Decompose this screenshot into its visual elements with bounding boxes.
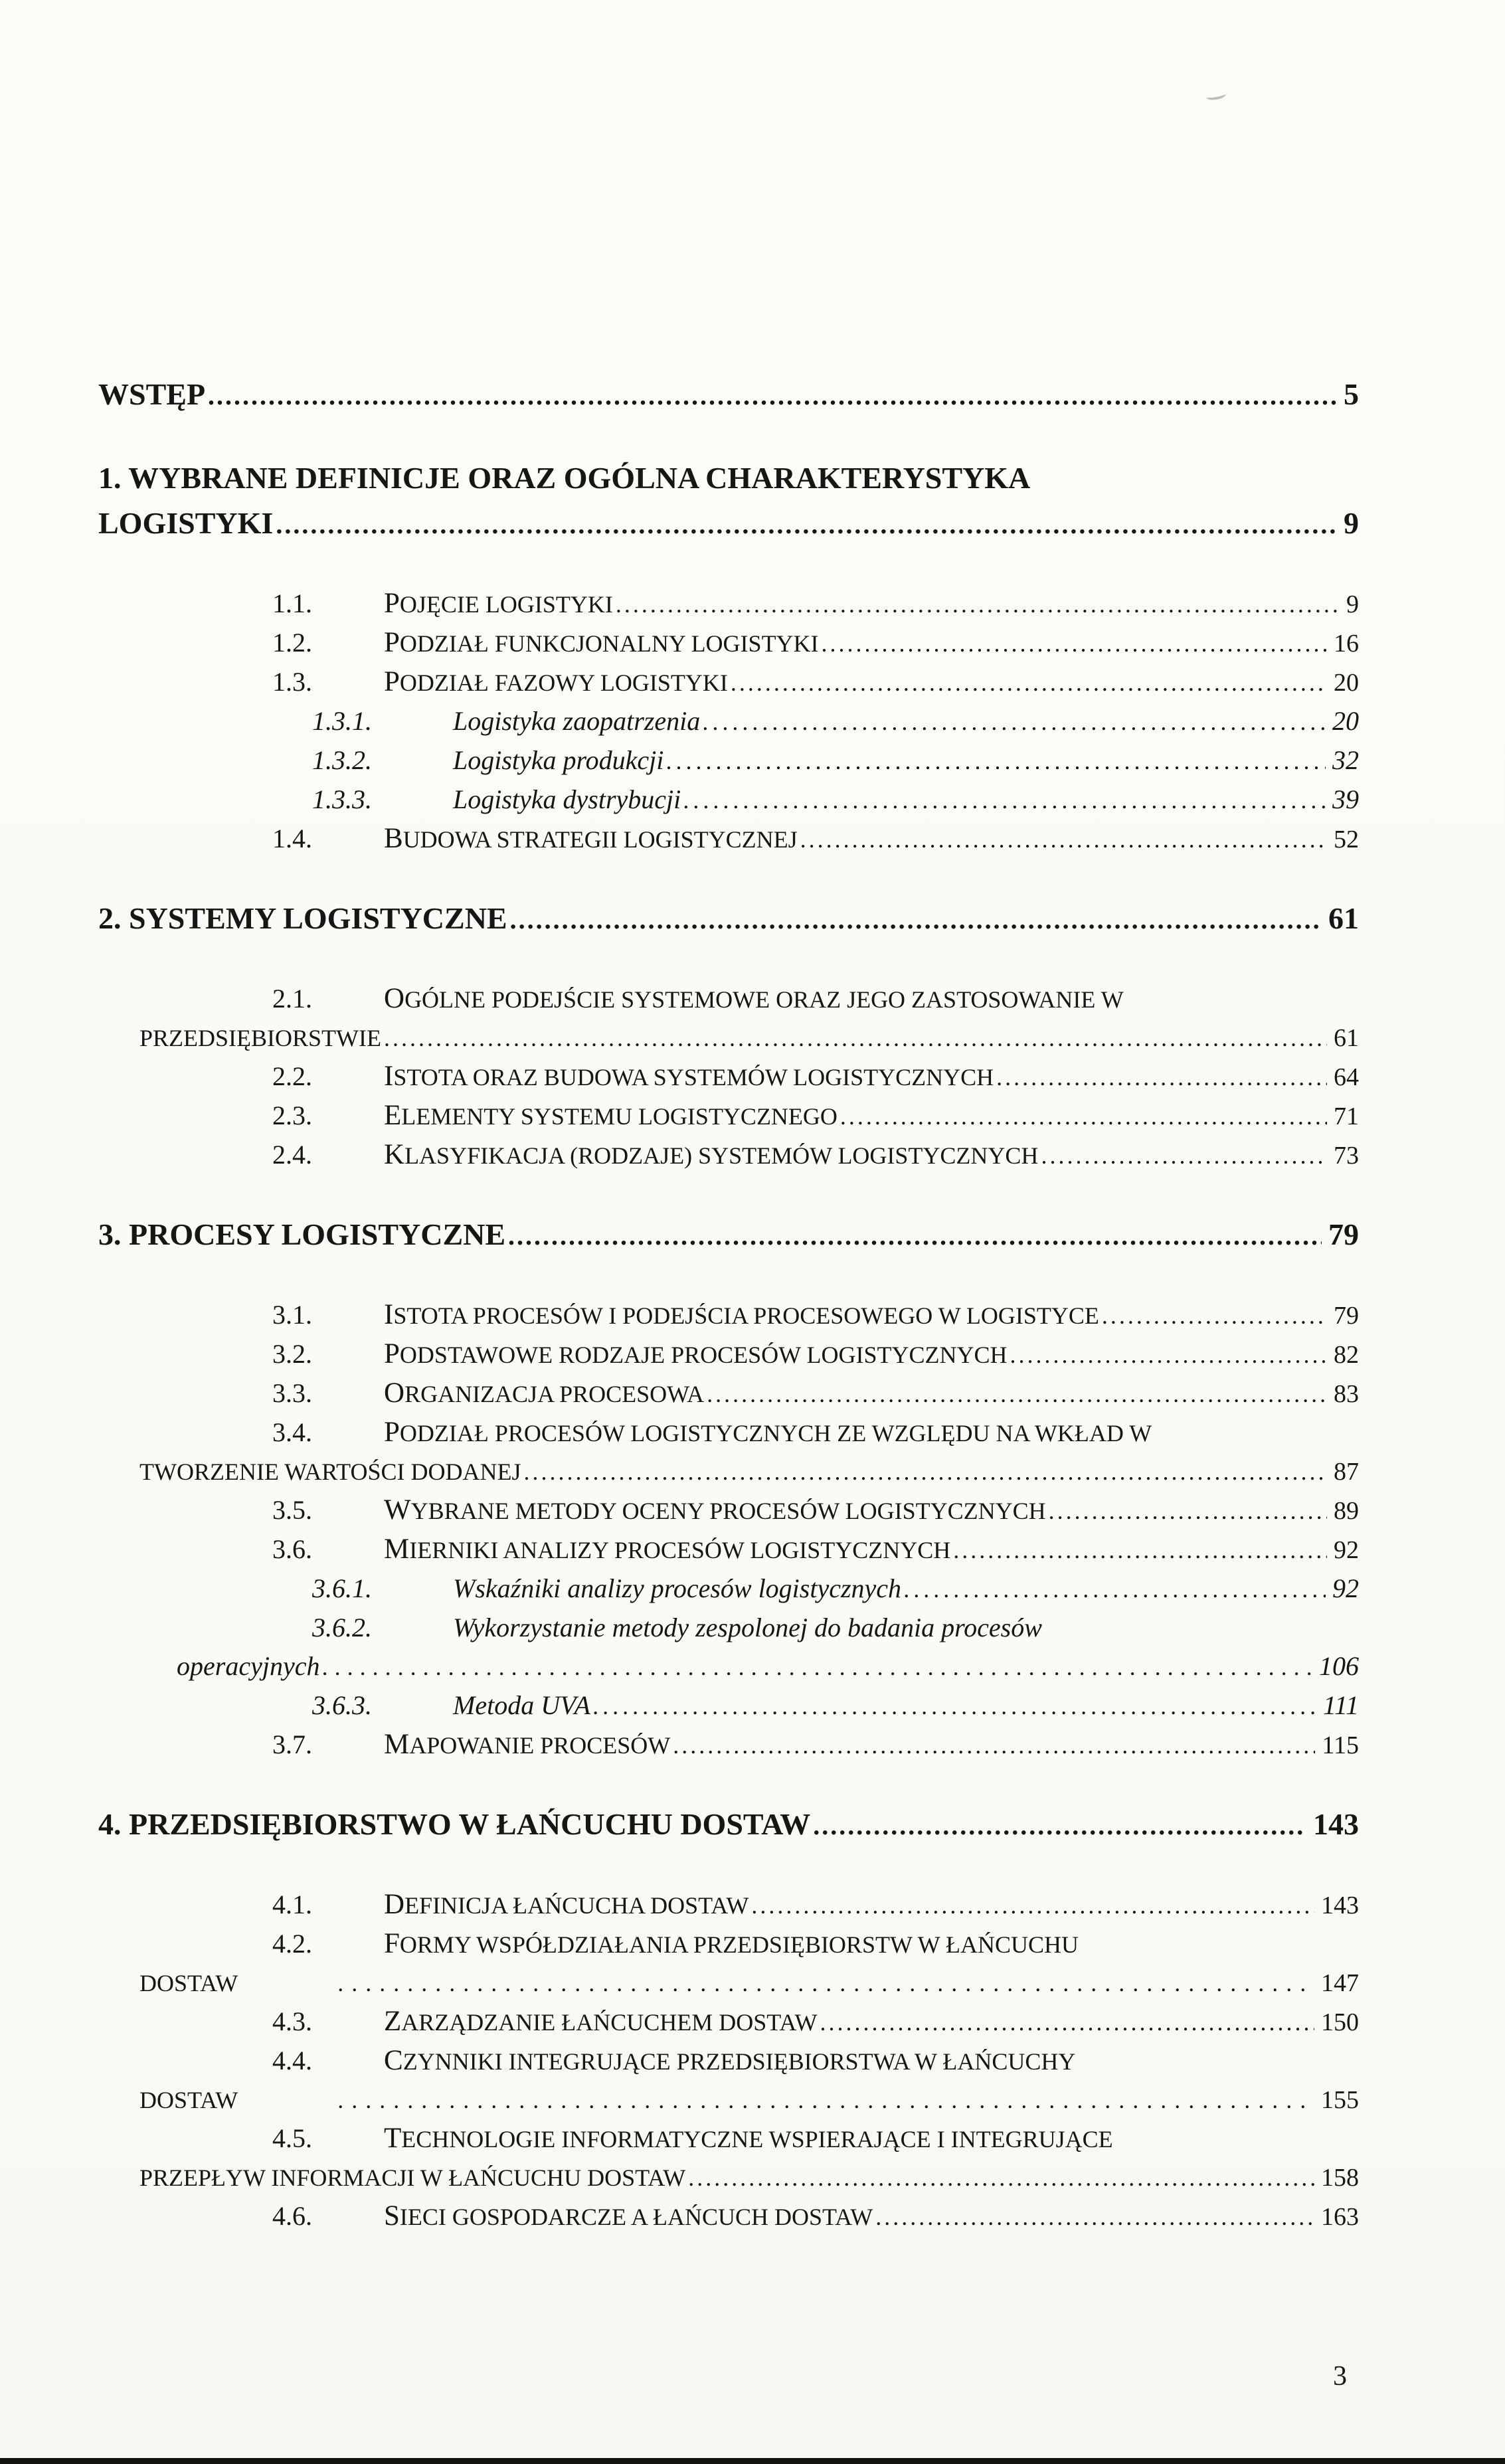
toc-entry-label: PODZIAŁ FAZOWY LOGISTYKI bbox=[384, 666, 728, 697]
section-gap bbox=[98, 942, 1359, 980]
toc-entry-number: 2.1. bbox=[272, 984, 312, 1013]
toc-heading-row bbox=[98, 1212, 1359, 1259]
dot-leader bbox=[822, 624, 1327, 663]
dot-leader bbox=[673, 1726, 1315, 1765]
dot-leader bbox=[688, 2158, 1314, 2197]
toc-entry-label: Metoda UVA bbox=[453, 1690, 590, 1720]
toc-entry-number: 2.4. bbox=[272, 1140, 312, 1170]
toc-entry-row bbox=[98, 1686, 1359, 1725]
toc-entry-page: 92 bbox=[1334, 1536, 1359, 1564]
toc-entry-label: ISTOTA ORAZ BUDOWA SYSTEMÓW LOGISTYCZNYCH bbox=[384, 1061, 994, 1092]
dot-leader bbox=[953, 1531, 1327, 1569]
toc-entry-row bbox=[98, 1374, 1359, 1413]
dot-leader bbox=[703, 703, 1326, 741]
toc-entry-row bbox=[98, 1019, 1359, 1057]
toc-entry-label: MAPOWANIE PROCESÓW bbox=[384, 1729, 671, 1760]
toc-entry-number: 1.3.3. bbox=[312, 784, 372, 814]
toc-entry-number: 3.6.3. bbox=[312, 1690, 372, 1720]
scan-mark bbox=[1205, 90, 1227, 101]
dot-leader bbox=[875, 2198, 1314, 2236]
dot-leader bbox=[337, 2081, 1314, 2119]
toc-entry-label: POJĘCIE LOGISTYKI bbox=[384, 588, 613, 619]
toc-heading-row bbox=[98, 456, 1359, 501]
section-gap bbox=[98, 1175, 1359, 1212]
dot-leader bbox=[616, 585, 1340, 624]
section-gap bbox=[98, 1765, 1359, 1802]
toc-entry-page: 82 bbox=[1334, 1341, 1359, 1369]
toc-entry-row bbox=[98, 1491, 1359, 1530]
toc-entry-number: 3.5. bbox=[272, 1495, 312, 1525]
toc-entry-row bbox=[98, 1335, 1359, 1374]
toc-entry-page: 52 bbox=[1334, 826, 1359, 853]
toc-entry-label: WYBRANE METODY OCENY PROCESÓW LOGISTYCZNYCH bbox=[384, 1494, 1046, 1526]
toc-entry-label: Logistyka zaopatrzenia bbox=[453, 706, 701, 736]
toc-entry-label: TWORZENIE WARTOŚCI DODANEJ bbox=[139, 1458, 521, 1485]
toc-entry-row bbox=[98, 2197, 1359, 2236]
toc-entry-label: MIERNIKI ANALIZY PROCESÓW LOGISTYCZNYCH bbox=[384, 1534, 951, 1565]
section-gap bbox=[98, 547, 1359, 584]
toc-entry-row bbox=[98, 1530, 1359, 1569]
toc-entry-number: 2.3. bbox=[272, 1100, 312, 1130]
toc-entry-row bbox=[98, 2081, 1359, 2119]
dot-leader bbox=[1010, 1336, 1327, 1374]
toc-entry-row bbox=[98, 2158, 1359, 2197]
toc-entry-page: 111 bbox=[1322, 1690, 1359, 1720]
toc-entry-page: 83 bbox=[1334, 1380, 1359, 1408]
dot-leader bbox=[751, 1886, 1314, 1925]
toc-entry-number: 1.3.1. bbox=[312, 706, 372, 736]
toc-entry-page: 73 bbox=[1334, 1142, 1359, 1170]
toc-entry-page: 87 bbox=[1334, 1458, 1359, 1486]
toc-entry-number: 3.6.2. bbox=[312, 1613, 372, 1642]
toc-entry-row bbox=[98, 2042, 1359, 2081]
toc-entry-row bbox=[98, 1964, 1359, 2002]
toc-entry-row bbox=[98, 584, 1359, 624]
dot-leader bbox=[666, 742, 1326, 780]
toc-heading-label: 2. SYSTEMY LOGISTYCZNE bbox=[98, 901, 507, 935]
toc-entry-number: 1.3. bbox=[272, 667, 312, 697]
toc-heading-row bbox=[98, 501, 1359, 547]
toc-entry-page: 106 bbox=[1319, 1651, 1359, 1681]
toc-entry-page: 39 bbox=[1332, 784, 1359, 814]
toc-entry-number: 3.6. bbox=[272, 1534, 312, 1564]
toc-entry-label: TECHNOLOGIE INFORMATYCZNE WSPIERAJĄCE I INTEGRUJĄCE bbox=[384, 2123, 1113, 2154]
toc-entry-number: 4.4. bbox=[272, 2046, 312, 2075]
toc-entry-row bbox=[98, 1097, 1359, 1136]
dot-leader bbox=[820, 2003, 1314, 2042]
toc-entry-number: 3.2. bbox=[272, 1339, 312, 1369]
toc-entry-row bbox=[98, 1725, 1359, 1765]
toc-entry-row bbox=[98, 1136, 1359, 1175]
toc-heading-label: 1. WYBRANE DEFINICJE ORAZ OGÓLNA CHARAKTERYSTYKA bbox=[98, 461, 1031, 495]
dot-leader bbox=[593, 1687, 1316, 1725]
toc-entry-page: 92 bbox=[1332, 1573, 1359, 1603]
toc-entry-number: 1.3.2. bbox=[312, 745, 372, 775]
toc-entry-label: OGÓLNE PODEJŚCIE SYSTEMOWE ORAZ JEGO ZASTOSOWANIE W bbox=[384, 983, 1124, 1014]
toc-entry-number: 3.4. bbox=[272, 1417, 312, 1447]
toc-entry-label: SIECI GOSPODARCZE A ŁAŃCUCH DOSTAW bbox=[384, 2200, 873, 2232]
toc-entry-label: Wskaźniki analizy procesów logistycznych bbox=[453, 1573, 902, 1603]
toc-entry-page: 71 bbox=[1334, 1102, 1359, 1130]
toc-heading-row bbox=[98, 896, 1359, 942]
toc-entry-label: ISTOTA PROCESÓW I PODEJŚCIA PROCESOWEGO W LOGISTYCE bbox=[384, 1299, 1099, 1330]
toc-entry-page: 5 bbox=[1344, 377, 1359, 411]
toc-heading-label: 4. PRZEDSIĘBIORSTWO W ŁAŃCUCHU DOSTAW bbox=[98, 1807, 811, 1841]
toc-entry-page: 32 bbox=[1332, 745, 1359, 775]
toc-entry-label: operacyjnych bbox=[177, 1651, 320, 1681]
toc-entry-label: PRZEDSIĘBIORSTWIE bbox=[139, 1025, 381, 1051]
toc-entry-label: Logistyka dystrybucji bbox=[453, 784, 681, 814]
toc-entry-row bbox=[98, 1413, 1359, 1452]
toc-entry-label: PRZEPŁYW INFORMACJI W ŁAŃCUCHU DOSTAW bbox=[139, 2164, 686, 2191]
toc-entry-label: DOSTAW bbox=[139, 2087, 238, 2113]
dot-leader bbox=[683, 781, 1326, 820]
toc-entry-row bbox=[98, 1647, 1359, 1686]
dot-leader bbox=[508, 1213, 1322, 1259]
toc-heading-label: WSTĘP bbox=[98, 377, 206, 411]
toc-entry-row bbox=[98, 1296, 1359, 1335]
dot-leader bbox=[1102, 1296, 1327, 1335]
toc-entry-number: 4.3. bbox=[272, 2006, 312, 2036]
toc-heading-row bbox=[98, 372, 1359, 418]
toc-entry-row bbox=[98, 1925, 1359, 1964]
toc-entry-label: Wykorzystanie metody zespolonej do badania procesów bbox=[453, 1613, 1042, 1642]
toc-entry-page: 9 bbox=[1344, 506, 1359, 540]
scan-edge bbox=[0, 2458, 1505, 2464]
toc-entry-row bbox=[98, 2119, 1359, 2158]
toc-entry-number: 4.2. bbox=[272, 1929, 312, 1959]
toc-entry-page: 147 bbox=[1321, 1969, 1359, 1997]
toc-entry-label: PODZIAŁ PROCESÓW LOGISTYCZNYCH ZE WZGLĘDU NA WKŁAD W bbox=[384, 1417, 1152, 1448]
toc-entry-row bbox=[98, 663, 1359, 702]
toc-entry-row bbox=[98, 2002, 1359, 2042]
toc-entry-label: BUDOWA STRATEGII LOGISTYCZNEJ bbox=[384, 823, 798, 854]
toc-entry-row bbox=[98, 980, 1359, 1019]
toc-entry-page: 150 bbox=[1321, 2008, 1359, 2036]
toc-entry-page: 16 bbox=[1334, 630, 1359, 658]
toc-entry-number: 1.4. bbox=[272, 824, 312, 853]
toc-entry-page: 143 bbox=[1321, 1892, 1359, 1919]
toc-entry-number: 4.1. bbox=[272, 1890, 312, 1919]
toc-entry-page: 61 bbox=[1334, 1024, 1359, 1052]
dot-leader bbox=[1041, 1136, 1327, 1175]
toc-entry-label: PODSTAWOWE RODZAJE PROCESÓW LOGISTYCZNYCH bbox=[384, 1338, 1008, 1369]
section-gap bbox=[98, 418, 1359, 456]
toc-entry-page: 158 bbox=[1321, 2164, 1359, 2192]
toc-entry-label: ELEMENTY SYSTEMU LOGISTYCZNEGO bbox=[384, 1100, 838, 1131]
toc-entry-page: 115 bbox=[1322, 1731, 1359, 1759]
dot-leader bbox=[996, 1058, 1327, 1097]
toc-entry-page: 64 bbox=[1334, 1063, 1359, 1091]
toc-entry-label: DOSTAW bbox=[139, 1970, 238, 1996]
dot-leader bbox=[322, 1648, 1312, 1686]
section-gap bbox=[98, 1259, 1359, 1296]
toc-entry-label: DEFINICJA ŁAŃCUCHA DOSTAW bbox=[384, 1889, 749, 1920]
toc-entry-number: 2.2. bbox=[272, 1061, 312, 1091]
toc-entry-page: 155 bbox=[1321, 2086, 1359, 2114]
toc-entry-row bbox=[98, 741, 1359, 780]
toc-entry-row bbox=[98, 1609, 1359, 1647]
toc-entry-row bbox=[98, 820, 1359, 859]
toc-entry-row bbox=[98, 1569, 1359, 1609]
toc-entry-label: FORMY WSPÓŁDZIAŁANIA PRZEDSIĘBIORSTW W ŁAŃCUCHU bbox=[384, 1928, 1079, 1959]
toc-entry-page: 79 bbox=[1328, 1217, 1359, 1251]
dot-leader bbox=[800, 820, 1327, 859]
toc-entry-row bbox=[98, 1057, 1359, 1097]
dot-leader bbox=[840, 1097, 1327, 1136]
dot-leader bbox=[384, 1019, 1327, 1057]
toc-heading-label: LOGISTYKI bbox=[98, 506, 274, 540]
page-number: 3 bbox=[1333, 2361, 1347, 2392]
toc-entry-page: 163 bbox=[1321, 2203, 1359, 2231]
toc-entry-page: 61 bbox=[1328, 901, 1359, 935]
toc-entry-page: 9 bbox=[1346, 590, 1359, 618]
toc-entry-label: ORGANIZACJA PROCESOWA bbox=[384, 1377, 705, 1409]
toc-entry-label: KLASYFIKACJA (RODZAJE) SYSTEMÓW LOGISTYCZNYCH bbox=[384, 1139, 1039, 1170]
toc-entry-label: PODZIAŁ FUNKCJONALNY LOGISTYKI bbox=[384, 627, 819, 658]
dot-leader bbox=[707, 1375, 1327, 1413]
toc-entry-label: ZARZĄDZANIE ŁAŃCUCHEM DOSTAW bbox=[384, 2006, 818, 2037]
toc-entry-page: 79 bbox=[1334, 1302, 1359, 1330]
section-gap bbox=[98, 859, 1359, 896]
toc-heading-row bbox=[98, 1802, 1359, 1848]
toc-entry-label: CZYNNIKI INTEGRUJĄCE PRZEDSIĘBIORSTWA W ŁAŃCUCHY bbox=[384, 2045, 1076, 2076]
toc-entry-page: 20 bbox=[1332, 706, 1359, 736]
toc-entry-row bbox=[98, 624, 1359, 663]
toc-entry-page: 20 bbox=[1334, 669, 1359, 697]
dot-leader bbox=[731, 663, 1327, 702]
toc-entry-page: 143 bbox=[1313, 1807, 1359, 1841]
toc-entry-number: 3.7. bbox=[272, 1729, 312, 1759]
toc-entry-page: 89 bbox=[1334, 1497, 1359, 1525]
dot-leader bbox=[276, 502, 1337, 547]
dot-leader bbox=[337, 1964, 1314, 2002]
dot-leader bbox=[510, 897, 1322, 942]
toc-entry-number: 1.1. bbox=[272, 588, 312, 618]
toc-entry-row bbox=[98, 780, 1359, 820]
toc-entry-number: 4.5. bbox=[272, 2123, 312, 2153]
toc-heading-label: 3. PROCESY LOGISTYCZNE bbox=[98, 1217, 506, 1251]
dot-leader bbox=[523, 1452, 1327, 1491]
toc-entry-number: 1.2. bbox=[272, 628, 312, 658]
dot-leader bbox=[813, 1803, 1306, 1848]
toc-entry-number: 3.3. bbox=[272, 1378, 312, 1408]
toc-entry-row bbox=[98, 1452, 1359, 1491]
section-gap bbox=[98, 1848, 1359, 1886]
toc-entry-number: 3.6.1. bbox=[312, 1573, 372, 1603]
toc-entry-number: 4.6. bbox=[272, 2201, 312, 2231]
toc-entry-label: Logistyka produkcji bbox=[453, 745, 664, 775]
dot-leader bbox=[904, 1570, 1326, 1609]
toc-entry-number: 3.1. bbox=[272, 1300, 312, 1330]
dot-leader bbox=[208, 373, 1337, 418]
toc-entry-row bbox=[98, 702, 1359, 741]
toc-list bbox=[98, 372, 1359, 2236]
dot-leader bbox=[1049, 1492, 1327, 1530]
toc-entry-row bbox=[98, 1886, 1359, 1925]
